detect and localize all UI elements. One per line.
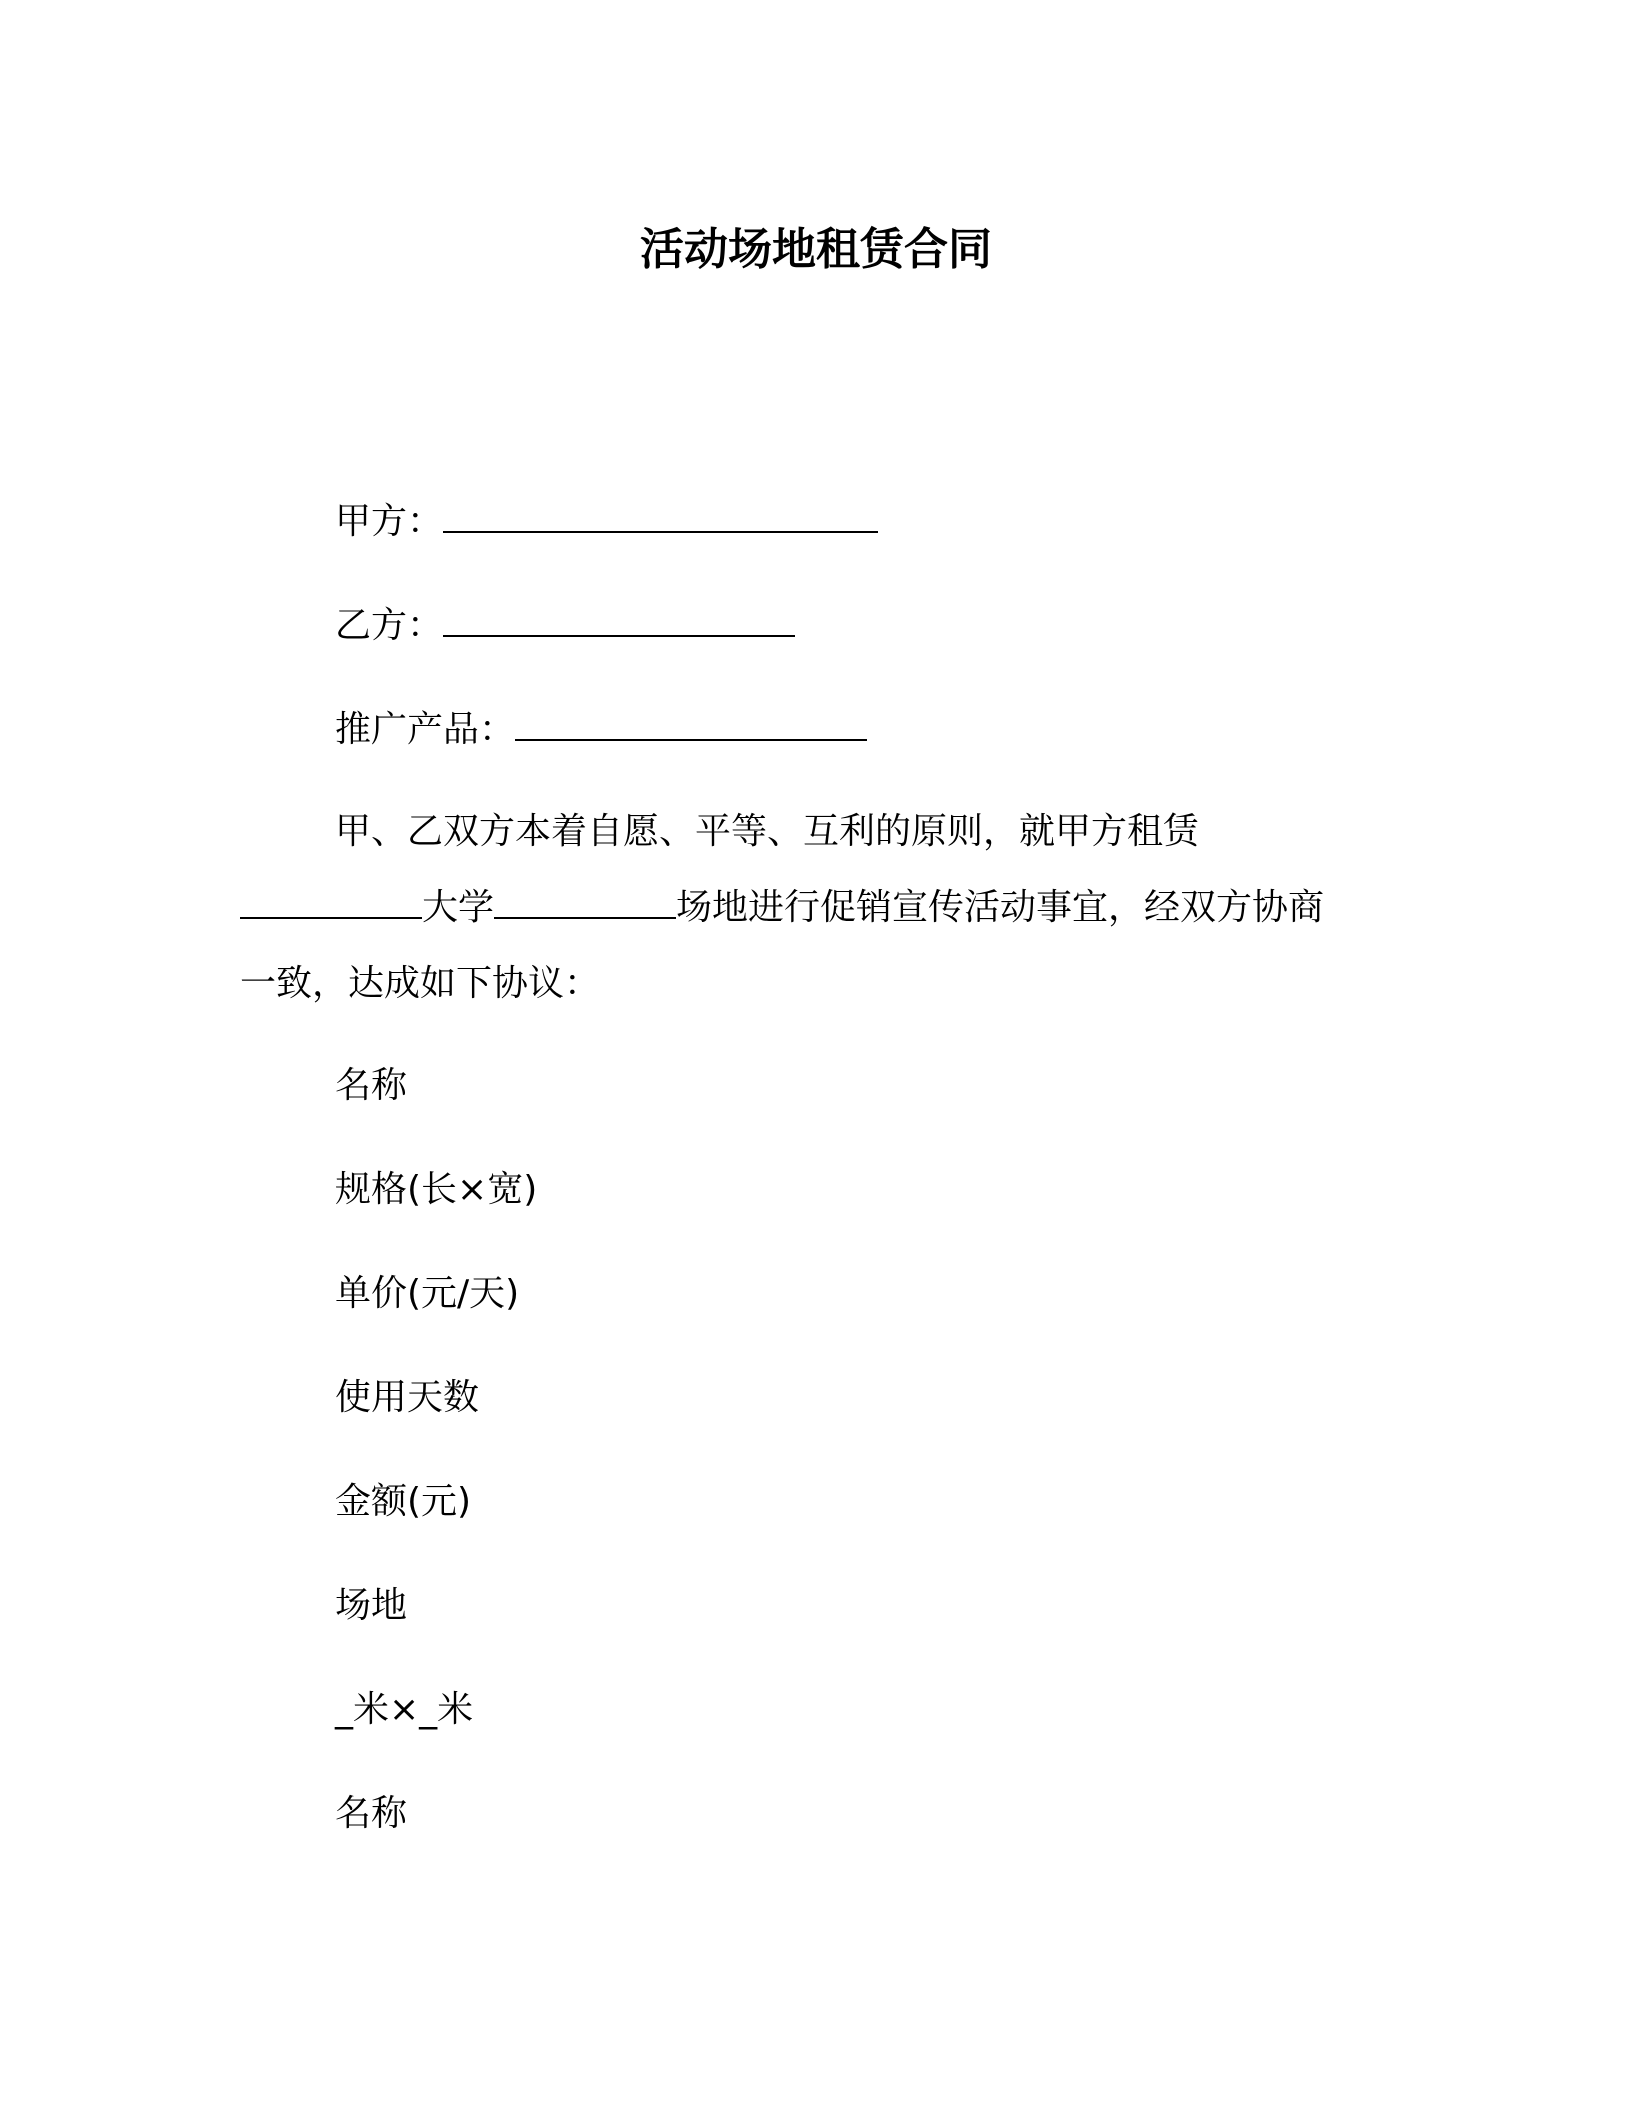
party-b-line xyxy=(335,602,795,650)
intro-line-2-end: 场地进行促销宣传活动事宜，经双方协商 xyxy=(676,887,1325,928)
party-a-blank[interactable] xyxy=(443,530,878,533)
item-amount: 金额(元) xyxy=(335,1481,472,1522)
item-name-2: 名称 xyxy=(335,1793,408,1834)
intro-line-2-mid: 大学 xyxy=(422,887,495,928)
product-label: 推广产品： xyxy=(335,709,516,750)
item-unit-price: 单价(元/天) xyxy=(335,1273,520,1314)
item-dimensions: _米×_米 xyxy=(335,1689,474,1730)
party-b-blank[interactable] xyxy=(443,634,795,637)
item-days: 使用天数 xyxy=(335,1377,480,1418)
university-blank[interactable] xyxy=(240,916,422,919)
item-spec: 规格(长×宽) xyxy=(335,1169,538,1210)
intro-line-3: 一致，达成如下协议： xyxy=(240,963,601,1004)
intro-line-1: 甲、乙双方本着自愿、平等、互利的原则，就甲方租赁 xyxy=(335,811,1200,852)
product-line xyxy=(335,706,867,754)
item-name: 名称 xyxy=(335,1065,408,1106)
party-a-label: 甲方： xyxy=(335,501,444,542)
intro-line-2 xyxy=(240,884,1324,932)
document-title: 活动场地租赁合同 xyxy=(640,224,992,275)
product-blank[interactable] xyxy=(515,738,867,741)
party-a-line xyxy=(335,498,878,546)
venue-blank[interactable] xyxy=(494,916,676,919)
party-b-label: 乙方： xyxy=(335,605,444,646)
item-venue: 场地 xyxy=(335,1585,408,1626)
